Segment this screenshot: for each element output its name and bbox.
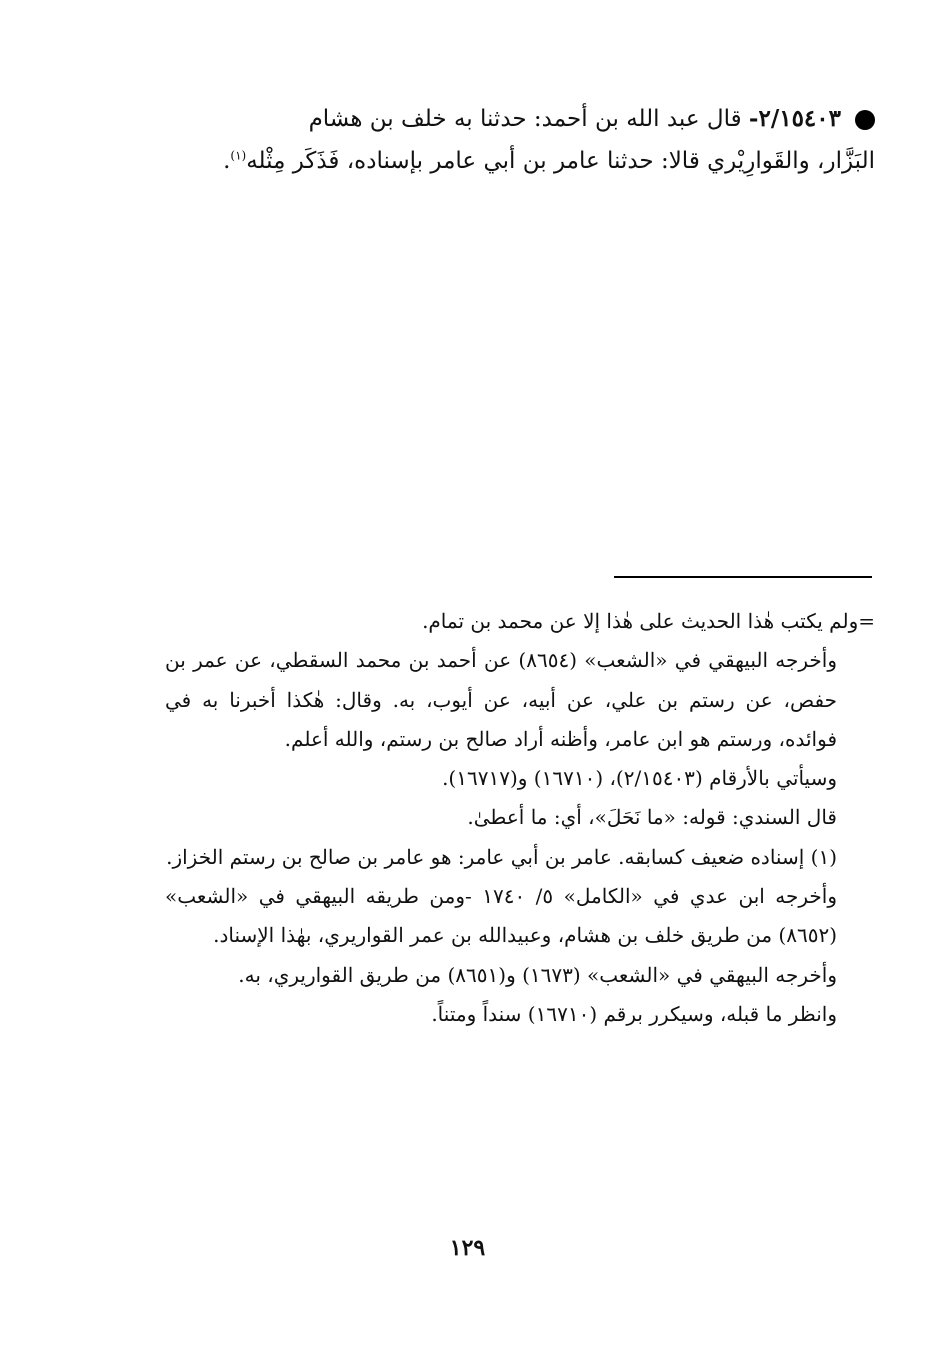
- hadith-text-line2: البَزَّار، والقَوارِيْري قالا: حدثنا عامر بن أبي عامر بإسناده، فَذَكَر مِثْله: [246, 148, 875, 174]
- footnote-paragraph: وأخرجه ابن عدي في «الكامل» ٥/ ١٧٤٠ -ومن طريقه البيهقي في «الشعب» (٨٦٥٢) من طريق خلف بن هشام، وعبيدالله بن عمر القواريري، بهٰذا الإسناد.: [165, 884, 837, 948]
- page-number: ١٢٩: [449, 1235, 486, 1261]
- footnote-paragraph: وانظر ما قبله، وسيكرر برقم (١٦٧١٠) سنداً ومتناً.: [431, 1001, 837, 1026]
- hadith-entry: [165, 98, 875, 182]
- hadith-text-line1: قال عبد الله بن أحمد: حدثنا به خلف بن هشام: [308, 106, 749, 132]
- footnote-paragraph: =ولم يكتب هٰذا الحديث على هٰذا إلا عن محمد بن تمام.: [422, 609, 875, 633]
- footnote-reference: (١): [230, 148, 247, 163]
- hadith-number: ٢/١٥٤٠٣-: [748, 105, 841, 132]
- end-mark: .: [223, 148, 231, 174]
- footnote-paragraph: (١) إسناده ضعيف كسابقه. عامر بن أبي عامر: هو عامر بن صالح بن رستم الخزاز.: [166, 844, 837, 869]
- footnote-paragraph: وسيأتي بالأرقام (٢/١٥٤٠٣)، (١٦٧١٠) و(١٦٧١٧).: [442, 766, 837, 791]
- footnote-paragraph: وأخرجه البيهقي في «الشعب» (١٦٧٣) و(٨٦٥١) من طريق القواريري، به.: [238, 962, 837, 987]
- footnote-divider: [614, 576, 872, 578]
- footnote-paragraph: قال السندي: قوله: «ما نَحَلَ»، أي: ما أعطىٰ.: [467, 805, 837, 830]
- footnotes: [165, 602, 875, 1034]
- footnote-paragraph: وأخرجه البيهقي في «الشعب» (٨٦٥٤) عن أحمد بن محمد السقطي، عن عمر بن حفص، عن رستم بن علي، عن أبيه، عن أيوب، به. وقال: هٰكذا أخبرنا به في فوائده، ورستم هو ابن عامر، وأظنه أراد صالح بن رستم، والله أعلم.: [165, 648, 838, 751]
- bullet-marker: [855, 110, 875, 130]
